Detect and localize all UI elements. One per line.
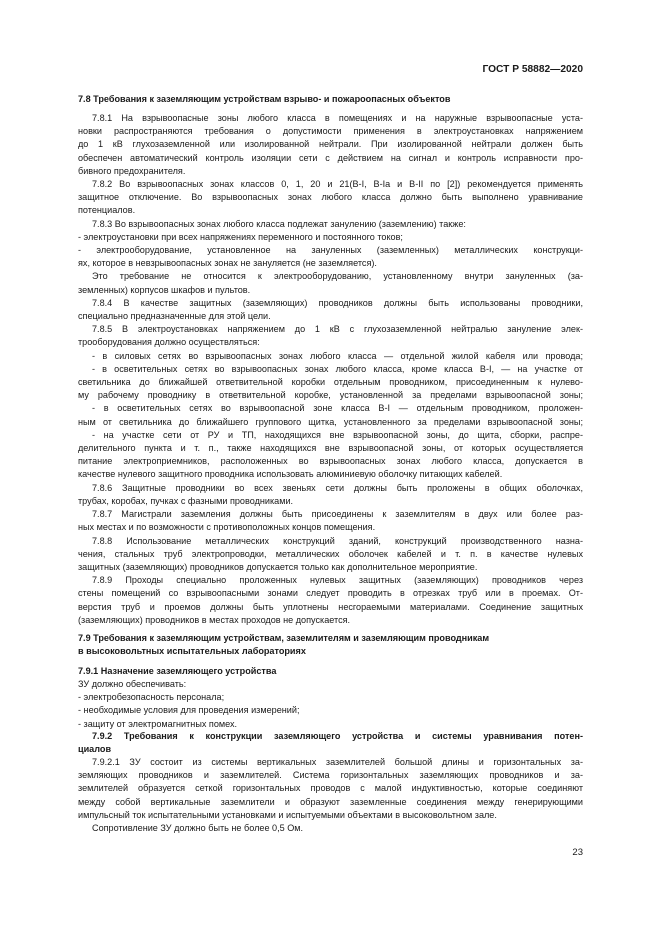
text-line: импульсный ток испытательными установками и испытуемыми объектами в высоковольтном зале. — [78, 809, 497, 820]
text-line: му рабочему проводнику в ответвительной коробке, установленной за пределами взрывоопасной зоны; — [78, 390, 583, 401]
text-line: - электроустановки при всех напряжениях переменного и постоянного токов; — [78, 231, 403, 242]
text-line: 7.9.1 Назначение заземляющего устройства — [78, 666, 277, 676]
text-line: земляющих проводников и заземлителей. Система горизонтальных заземляющих проводников и за- — [78, 770, 583, 781]
text-line: ных местах и по возможности с противоположных концов помещения. — [78, 522, 376, 533]
text-line: защитное отключение. Во взрывоопасных зонах любого класса должно быть выполнено уравнивание — [78, 192, 583, 203]
text-block — [78, 756, 583, 835]
text-line: трооборудования должно осуществляться: — [78, 337, 260, 348]
text-line: 7.9.2.1 ЗУ состоит из системы вертикальных заземлителей большой длины и горизонтальных за- — [92, 757, 583, 767]
text-line: 7.8.4 В качестве защитных (заземляющих) проводников должны быть использованы проводники, — [92, 297, 583, 308]
text-line: 7.9.2 Требования к конструкции заземляющего устройства и системы уравнивания потен- — [92, 731, 583, 741]
text-line: земленных) корпусов шкафов и пультов. — [78, 284, 251, 295]
text-line: 7.8.7 Магистрали заземления должны быть присоединены к заземлителям в двух или более раз- — [92, 509, 583, 520]
text-line: ях, которое в невзрывоопасных зонах не зануляется (не заземляется). — [78, 258, 377, 269]
text-line: циалов — [78, 744, 112, 755]
text-line: ным от светильника до ближайшего группового щитка, установленного за пределами взрывоопасной зоны; — [78, 416, 583, 427]
text-line: в высоковольтных испытательных лабораториях — [78, 646, 306, 657]
text-line: защитных (заземляющих) проводников допускается только как дополнительное мероприятие. — [78, 561, 478, 572]
section-heading — [78, 93, 583, 106]
section-heading — [78, 730, 583, 756]
text-line: стены помещений со взрывоопасными зонами следует проводить в отрезках труб или в проемах. От- — [78, 588, 583, 599]
section-heading — [78, 665, 583, 678]
text-line: верстия труб и проемов должны быть уплотнены несгораемыми материалами. Соединение защитных — [78, 601, 583, 612]
page-number: 23 — [572, 847, 583, 858]
text-line: - в осветительных сетях во взрывоопасной зоне класса В-I — отдельным проводником, проложен- — [92, 403, 583, 414]
text-line: - необходимые условия для проведения измерений; — [78, 705, 300, 716]
text-line: ЗУ должно обеспечивать: — [78, 679, 187, 689]
text-line: землителей образуется сеткой горизонтальных проводов с малой индуктивностью, которые соединяют — [78, 783, 583, 794]
text-line: - защиту от электромагнитных помех. — [78, 718, 238, 729]
text-line: 7.8.9 Проходы специально проложенных нулевых защитных (заземляющих) проводников через — [92, 575, 583, 586]
text-line: бивного предохранителя. — [78, 165, 186, 176]
text-line: трубах, коробах, пучках с фазными проводниками. — [78, 495, 294, 506]
text-line: - на участке сети от РУ и ТП, находящихся вне взрывоопасной зоны, до щита, сборки, распре- — [92, 429, 583, 440]
text-line: 7.9 Требования к заземляющим устройствам, заземлителям и заземляющим проводникам — [78, 633, 490, 643]
text-block — [78, 678, 583, 731]
text-line: 7.8.2 Во взрывоопасных зонах классов 0, 1, 20 и 21(В-I, В-Iа и В-II по [2]) рекомендуется применять — [92, 179, 583, 190]
text-line: - в осветительных сетях во взрывоопасных зонах любого класса, кроме класса В-I, — на участке от — [92, 363, 583, 374]
section-heading — [78, 632, 583, 658]
text-line: - электробезопасность персонала; — [78, 692, 225, 703]
document-code-header: ГОСТ Р 58882—2020 — [482, 64, 583, 75]
text-line: (заземляющих) проводников в местах проходов не допускается. — [78, 614, 351, 625]
text-line: специально предназначенные для этой цели. — [78, 311, 271, 322]
text-line: питание электроприемников, расположенных во взрывоопасных зонах любого класса, допускается в — [78, 456, 583, 467]
text-block — [78, 112, 583, 627]
text-line: 7.8 Требования к заземляющим устройствам взрыво- и пожароопасных объектов — [78, 94, 451, 104]
text-line: - электрооборудование, установленное на зануленных (заземленных) металлических конструкци- — [78, 245, 583, 256]
text-line: - в силовых сетях во взрывоопасных зонах любого класса — отдельной жилой кабеля или провода; — [92, 350, 583, 361]
text-line: между собой вертикальные заземлители и образуют заземленные соединения между генерирующими — [78, 796, 583, 807]
text-line: новки распространяются требования о допустимости применения в электроустановках напряжением — [78, 126, 583, 137]
text-line: чения, стальных труб электропроводки, металлических оболочек кабелей и т. п. в качестве нулевых — [78, 548, 583, 559]
text-line: 7.8.3 Во взрывоопасных зонах любого класса подлежат занулению (заземлению) также: — [92, 218, 466, 229]
text-line: делительного пункта и т. п., также находящихся вне взрывоопасной зоны, от которых осуществляется — [78, 443, 583, 454]
text-line: Это требование не относится к электрооборудованию, установленному внутри зануленных (за- — [92, 271, 583, 282]
text-line: обеспечен автоматический контроль изоляции сети с действием на сигнал и контроль исправности про- — [78, 152, 583, 163]
text-line: 7.8.1 На взрывоопасные зоны любого класса в помещениях и на наружные взрывоопасные уста- — [92, 113, 583, 123]
text-line: 7.8.8 Использование металлических конструкций зданий, конструкций производственного назна- — [92, 535, 583, 546]
text-line: потенциалов. — [78, 205, 136, 216]
text-line: 7.8.5 В электроустановках напряжением до 1 кВ с глухозаземленной нейтралью зануление элек- — [92, 324, 583, 335]
text-line: до 1 кВ глухозаземленной или изолированной нейтрали. При изолированной нейтрали должен быть — [78, 139, 583, 150]
text-line: светильника до ближайшей ответвительной коробки отдельным проводником, присоединенным к нулево- — [78, 377, 583, 388]
text-line: 7.8.6 Защитные проводники во всех звеньях сети должны быть проложены в общих оболочках, — [92, 482, 583, 493]
text-line: качестве нулевого защитного проводника использовать алюминиевую оболочку питающих кабелей. — [78, 469, 503, 480]
text-line: Сопротивление ЗУ должно быть не более 0,5 Ом. — [92, 823, 304, 834]
